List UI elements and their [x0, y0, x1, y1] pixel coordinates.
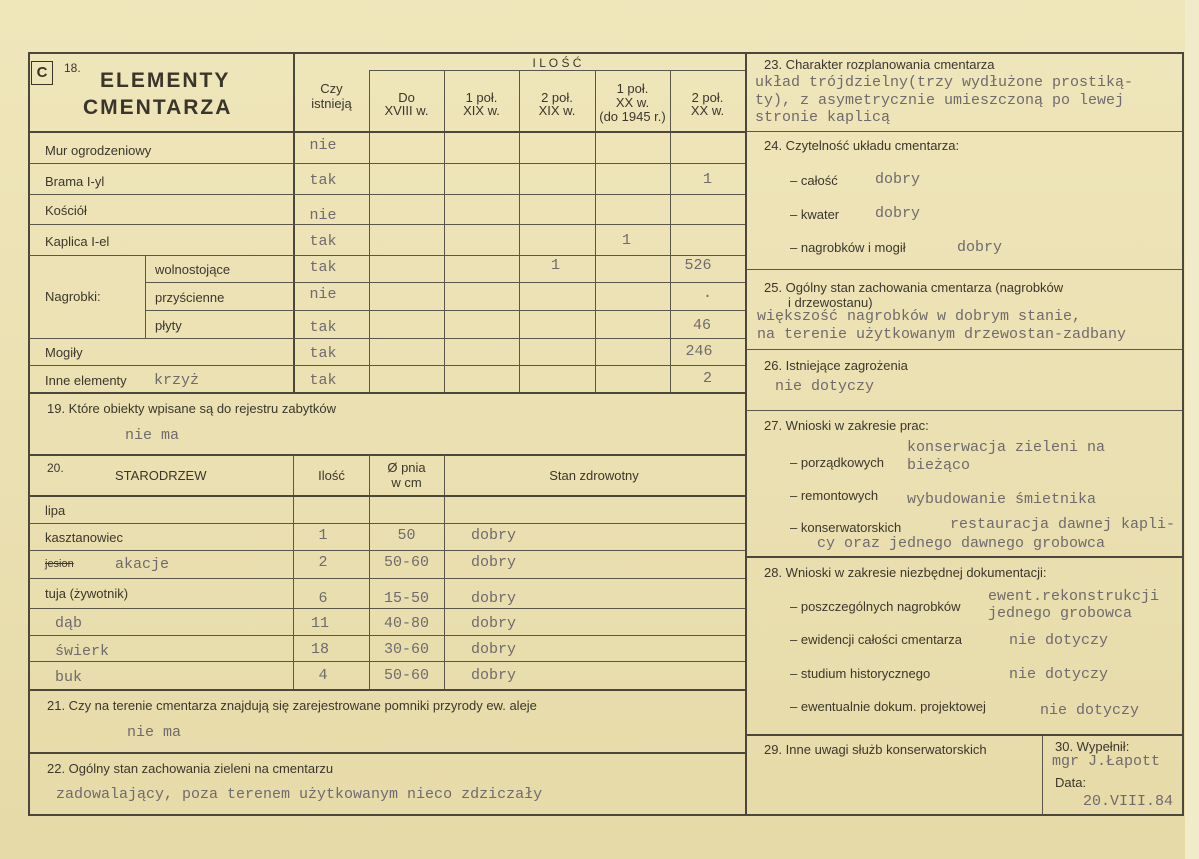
- row-label: płyty: [155, 318, 182, 333]
- quantity-value: 1: [702, 171, 712, 188]
- tree-qty: 1: [318, 527, 328, 544]
- typed-value: nie dotyczy: [1009, 666, 1109, 683]
- divider: [29, 392, 745, 394]
- typed-value: jednego grobowca: [988, 605, 1133, 622]
- quantity-value: 1: [550, 257, 560, 274]
- tree-health: dobry: [471, 667, 517, 684]
- divider: [29, 608, 745, 609]
- divider: [29, 454, 745, 456]
- divider: [29, 661, 745, 662]
- typed-value: restauracja dawnej kapli-: [950, 516, 1176, 533]
- tree-health: dobry: [471, 615, 517, 632]
- period-header: XVIII w.: [384, 103, 429, 118]
- section-number: 20.: [47, 461, 64, 475]
- exists-value: tak: [309, 259, 337, 276]
- divider: [746, 556, 1183, 558]
- divider: [444, 455, 445, 689]
- divider: [369, 70, 745, 71]
- row-label: Kaplica I-el: [45, 234, 110, 249]
- typed-value: świerk: [55, 643, 110, 660]
- card-edge: [1185, 0, 1199, 859]
- column-header: Ø pnia: [387, 460, 426, 475]
- period-header: XX w.: [615, 95, 650, 110]
- section-number: 18.: [64, 61, 81, 75]
- period-header: XIX w.: [463, 103, 500, 118]
- typed-value: zadowalający, poza terenem użytkowanym nieco zdziczały: [56, 786, 543, 803]
- item-label: – nagrobków i mogił: [790, 240, 906, 255]
- tree-qty: 6: [318, 590, 328, 607]
- typed-value: dąb: [55, 615, 83, 632]
- item-label: – konserwatorskich: [790, 520, 902, 535]
- divider: [29, 752, 745, 754]
- typed-value: dobry: [875, 171, 921, 188]
- divider: [29, 635, 745, 636]
- divider: [746, 734, 1183, 736]
- typed-value: nie dotyczy: [1040, 702, 1140, 719]
- section-label: 26. Istniejące zagrożenia: [764, 358, 908, 373]
- typed-value: konserwacja zieleni na: [907, 439, 1106, 456]
- typed-value: nie ma: [127, 724, 182, 741]
- tree-diameter: 50-60: [383, 554, 429, 571]
- item-label: – studium historycznego: [790, 666, 931, 681]
- item-label: – ewidencji całości cmentarza: [790, 632, 962, 647]
- section-label: 27. Wnioski w zakresie prac:: [764, 418, 929, 433]
- tree-name-struck: jesion: [45, 558, 74, 570]
- section-label: 21. Czy na terenie cmentarza znajdują się zarejestrowane pomniki przyrody ew. aleje: [47, 698, 537, 713]
- typed-value: buk: [55, 669, 83, 686]
- period-header: 1 poł.: [465, 90, 498, 105]
- tree-diameter: 30-60: [383, 641, 429, 658]
- divider: [29, 131, 745, 133]
- divider: [746, 131, 1183, 132]
- tree-health: dobry: [471, 641, 517, 658]
- tree-name: tuja (żywotnik): [45, 586, 129, 601]
- divider: [145, 255, 146, 338]
- typed-value: układ trójdzielny(trzy wydłużone prostiką-: [755, 74, 1134, 91]
- exists-value: tak: [309, 345, 337, 362]
- divider: [29, 689, 745, 691]
- item-label: – całość: [790, 173, 838, 188]
- divider: [29, 550, 745, 551]
- column-divider: [745, 53, 747, 816]
- section-label: 19. Które obiekty wpisane są do rejestru zabytków: [47, 401, 337, 416]
- tree-diameter: 15-50: [383, 590, 429, 607]
- exists-value: tak: [309, 233, 337, 250]
- row-label: przyścienne: [155, 290, 225, 305]
- section-title: CMENTARZA: [83, 96, 233, 119]
- tree-name: kasztanowiec: [45, 530, 124, 545]
- typed-value: cy oraz jednego dawnego grobowca: [817, 535, 1106, 552]
- section-label: 30. Wypełnił:: [1055, 739, 1130, 754]
- divider: [519, 70, 520, 392]
- divider: [29, 338, 745, 339]
- typed-value: nie dotyczy: [1009, 632, 1109, 649]
- item-label: – remontowych: [790, 488, 879, 503]
- typed-value: nie dotyczy: [775, 378, 875, 395]
- section-label: 25. Ogólny stan zachowania cmentarza (nagrobków: [764, 280, 1064, 295]
- tree-health: dobry: [471, 527, 517, 544]
- divider: [746, 269, 1183, 270]
- tree-qty: 11: [310, 615, 329, 632]
- exists-value: tak: [309, 172, 337, 189]
- divider: [746, 410, 1183, 411]
- section-title: STARODRZEW: [115, 468, 207, 483]
- divider: [145, 282, 745, 283]
- quantity-value: 246: [685, 343, 713, 360]
- typed-value: krzyż: [154, 372, 200, 389]
- period-header: Do: [398, 90, 415, 105]
- column-header: istnieją: [311, 96, 352, 111]
- exists-value: nie: [309, 137, 337, 154]
- section-label: 29. Inne uwagi służb konserwatorskich: [764, 742, 987, 757]
- exists-value: tak: [309, 319, 337, 336]
- row-label: Brama I-yl: [45, 174, 105, 189]
- item-label: – kwater: [790, 207, 840, 222]
- divider: [29, 163, 745, 164]
- tree-qty: 2: [318, 554, 328, 571]
- period-header: XX w.: [690, 103, 725, 118]
- column-group-header: I L O Ś Ć: [532, 56, 582, 70]
- divider: [369, 70, 370, 392]
- row-label: Nagrobki:: [45, 289, 101, 304]
- column-header: Stan zdrowotny: [549, 468, 639, 483]
- column-header: w cm: [391, 475, 422, 490]
- column-header: Ilość: [318, 468, 345, 483]
- typed-value: ewent.rekonstrukcji: [988, 588, 1160, 605]
- section-label: 24. Czytelność układu cmentarza:: [764, 138, 960, 153]
- divider: [746, 349, 1183, 350]
- typed-value: dobry: [875, 205, 921, 222]
- section-title: ELEMENTY: [100, 69, 231, 92]
- quantity-value: 2: [702, 370, 712, 387]
- divider: [29, 495, 745, 497]
- divider: [29, 194, 745, 195]
- quantity-value: 46: [692, 317, 711, 334]
- divider: [29, 523, 745, 524]
- typed-value: ty), z asymetrycznie umieszczoną po lewej: [755, 92, 1125, 109]
- tree-diameter: 50: [397, 527, 416, 544]
- item-label: – poszczególnych nagrobków: [790, 599, 961, 614]
- divider: [29, 365, 745, 366]
- typed-value: bieżąco: [907, 457, 971, 474]
- typed-value: 20.VIII.84: [1083, 793, 1174, 810]
- period-header: 2 poł.: [541, 90, 573, 105]
- tree-health: dobry: [471, 590, 517, 607]
- typed-value: mgr J.Łapott: [1052, 753, 1161, 770]
- quantity-value: .: [702, 285, 712, 302]
- typed-value: stronie kaplicą: [755, 109, 891, 126]
- item-label: – porządkowych: [790, 455, 884, 470]
- section-label: i drzewostanu): [788, 295, 873, 310]
- divider: [29, 224, 745, 225]
- tree-qty: 4: [318, 667, 328, 684]
- typed-value: wybudowanie śmietnika: [907, 491, 1097, 508]
- typed-value: większość nagrobków w dobrym stanie,: [757, 308, 1082, 325]
- tree-health: dobry: [471, 554, 517, 571]
- divider: [29, 255, 745, 256]
- divider: [29, 578, 745, 579]
- tree-qty: 18: [310, 641, 329, 658]
- period-header: 1 poł.: [616, 81, 649, 96]
- divider: [444, 70, 445, 392]
- typed-value: na terenie użytkowanym drzewostan-zadbany: [757, 326, 1127, 343]
- row-label: Mogiły: [45, 345, 83, 360]
- column-header: Czy: [320, 81, 343, 96]
- section-label: 28. Wnioski w zakresie niezbędnej dokumentacji:: [764, 565, 1047, 580]
- period-header: 2 poł.: [691, 90, 724, 105]
- row-label: Mur ogrodzeniowy: [45, 143, 152, 158]
- exists-value: nie: [309, 286, 337, 303]
- date-label: Data:: [1055, 775, 1087, 790]
- exists-value: nie: [309, 207, 337, 224]
- divider: [1042, 735, 1043, 815]
- tree-name: lipa: [45, 503, 66, 518]
- period-header: (do 1945 r.): [599, 109, 666, 124]
- typed-value: akacje: [115, 556, 170, 573]
- typed-value: nie ma: [125, 427, 180, 444]
- row-label: Kościół: [45, 203, 87, 218]
- divider: [145, 310, 745, 311]
- row-label: Inne elementy: [45, 373, 127, 388]
- section-label: 23. Charakter rozplanowania cmentarza: [764, 57, 995, 72]
- quantity-value: 526: [684, 257, 712, 274]
- row-label: wolnostojące: [155, 262, 231, 277]
- section-label: 22. Ogólny stan zachowania zieleni na cmentarzu: [47, 761, 334, 776]
- typed-value: dobry: [957, 239, 1003, 256]
- exists-value: tak: [309, 372, 337, 389]
- category-box: C: [31, 61, 53, 85]
- quantity-value: 1: [621, 232, 631, 249]
- tree-diameter: 50-60: [383, 667, 429, 684]
- tree-diameter: 40-80: [383, 615, 429, 632]
- period-header: XIX w.: [538, 103, 576, 118]
- item-label: – ewentualnie dokum. projektowej: [790, 699, 986, 714]
